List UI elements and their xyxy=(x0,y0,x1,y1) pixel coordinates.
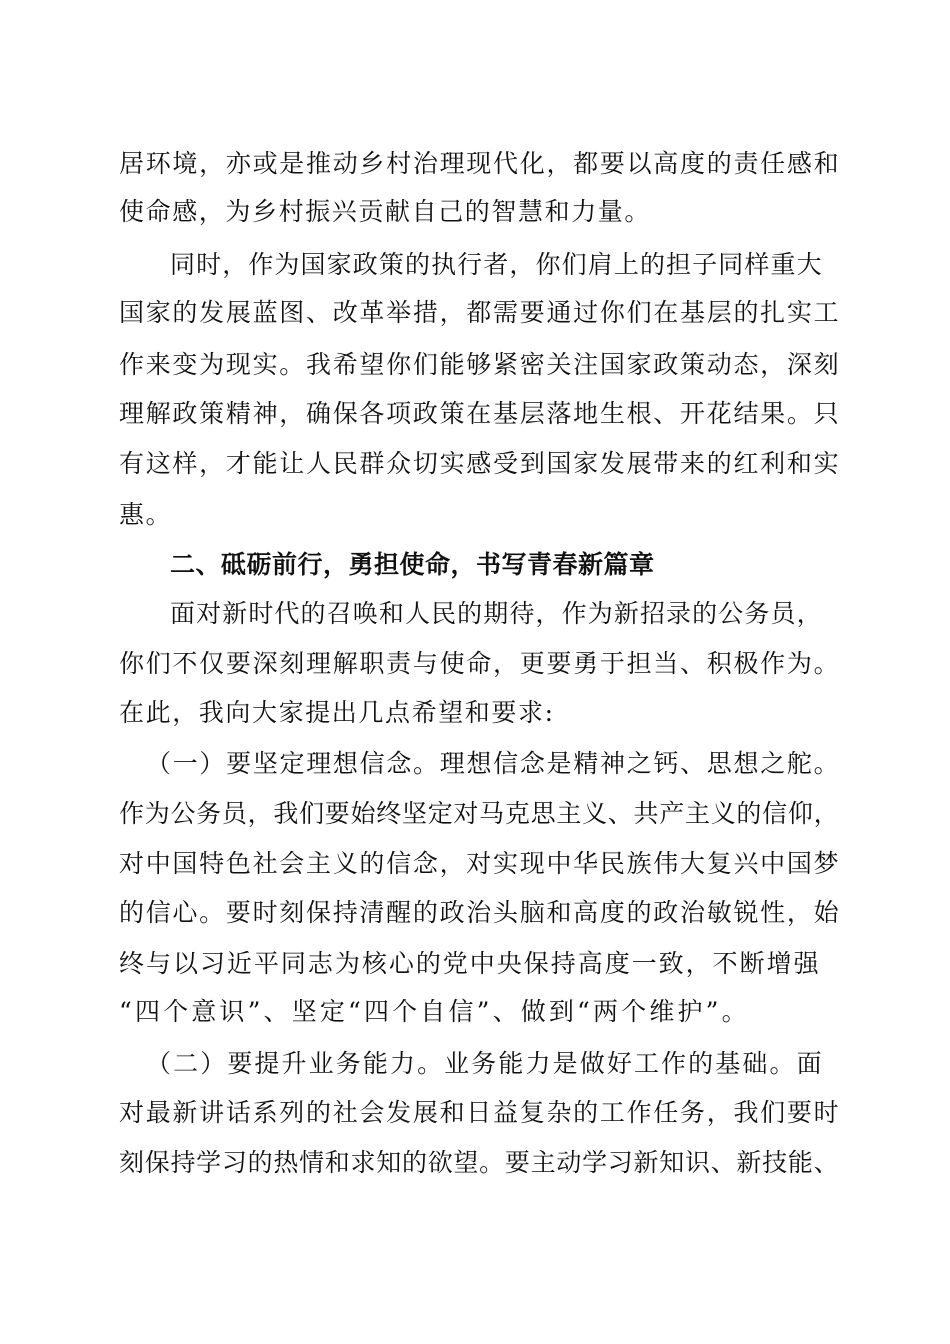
paragraph-line: 刻保持学习的热情和求知的欲望。要主动学习新知识、新技能、 xyxy=(119,1148,839,1177)
section-heading: 二、砥砺前行，勇担使命，书写青春新篇章 xyxy=(170,550,655,579)
paragraph-line: 理解政策精神，确保各项政策在基层落地生根、开花结果。只 xyxy=(119,399,839,428)
paragraph-line: 使命感，为乡村振兴贡献自己的智慧和力量。 xyxy=(119,197,652,226)
paragraph-line: “四个意识”、坚定“四个自信”、做到“两个维护”。 xyxy=(119,997,747,1026)
paragraph-line: 面对新时代的召唤和人民的期待，作为新招录的公务员， xyxy=(170,599,822,628)
paragraph-line: 居环境，亦或是推动乡村治理现代化，都要以高度的责任感和 xyxy=(119,149,839,178)
paragraph-line: 同时，作为国家政策的执行者，你们肩上的担子同样重大 xyxy=(170,250,822,279)
paragraph-line: 对中国特色社会主义的信念，对实现中华民族伟大复兴中国梦 xyxy=(119,849,839,878)
paragraph-line: 在此，我向大家提出几点希望和要求: xyxy=(119,698,555,727)
paragraph-line: 有这样，才能让人民群众切实感受到国家发展带来的红利和实 xyxy=(119,449,839,478)
paragraph-line: 作来变为现实。我希望你们能够紧密关注国家政策动态，深刻 xyxy=(119,350,839,379)
paragraph-line: 国家的发展蓝图、改革举措，都需要通过你们在基层的扎实工 xyxy=(119,298,839,327)
paragraph-line: 你们不仅要深刻理解职责与使命，更要勇于担当、积极作为。 xyxy=(119,649,839,678)
paragraph-line: 对最新讲话系列的社会发展和日益复杂的工作任务，我们要时 xyxy=(119,1098,839,1127)
paragraph-line: 惠。 xyxy=(119,500,173,529)
paragraph-line: 终与以习近平同志为核心的党中央保持高度一致，不断增强 xyxy=(119,949,819,978)
paragraph-line: 的信心。要时刻保持清醒的政治头脑和高度的政治敏锐性，始 xyxy=(119,898,839,927)
paragraph-line: 作为公务员，我们要始终坚定对马克思主义、共产主义的信仰， xyxy=(119,799,839,828)
paragraph-line: （二）要提升业务能力。业务能力是做好工作的基础。面 xyxy=(146,1049,822,1078)
paragraph-line: （一）要坚定理想信念。理想信念是精神之钙、思想之舵。 xyxy=(146,749,839,778)
